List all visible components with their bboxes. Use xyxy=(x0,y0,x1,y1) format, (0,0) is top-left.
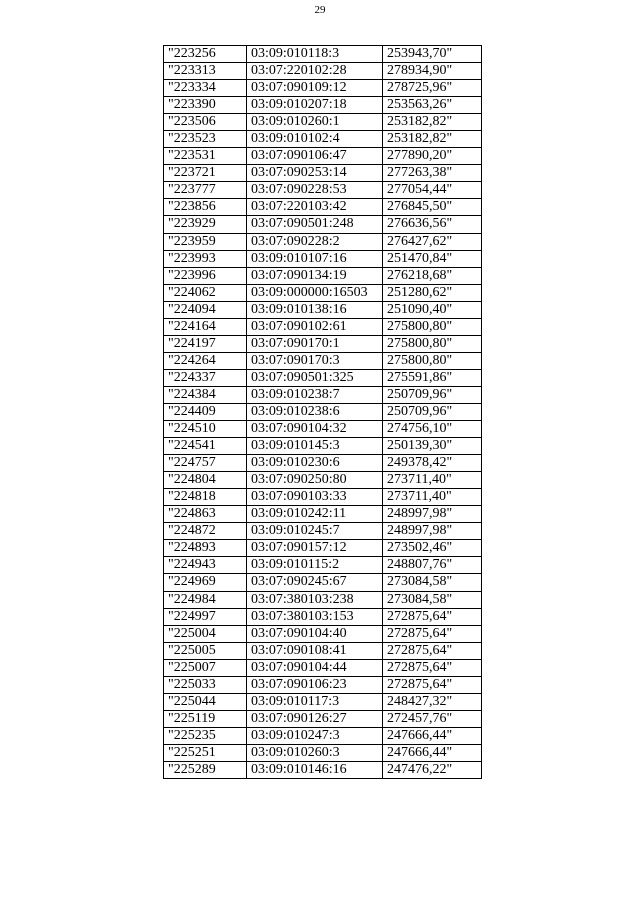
cadastral-number-cell: 03:09:010138:16 xyxy=(247,301,383,318)
record-id-cell: "225033 xyxy=(164,676,247,693)
cadastral-number-cell: 03:09:010117:3 xyxy=(247,693,383,710)
record-id-cell: "223856 xyxy=(164,199,247,216)
record-id-cell: "223256 xyxy=(164,46,247,63)
cadastral-number-cell: 03:09:010207:18 xyxy=(247,97,383,114)
value-cell: 248427,32" xyxy=(383,693,482,710)
value-cell: 272875,64" xyxy=(383,608,482,625)
table-row xyxy=(164,659,482,676)
value-cell: 272457,76" xyxy=(383,710,482,727)
cadastral-number-cell: 03:07:090228:2 xyxy=(247,233,383,250)
value-cell: 277890,20" xyxy=(383,148,482,165)
value-cell: 278725,96" xyxy=(383,80,482,97)
table-row xyxy=(164,233,482,250)
value-cell: 272875,64" xyxy=(383,642,482,659)
cadastral-number-cell: 03:07:090106:23 xyxy=(247,676,383,693)
cadastral-number-cell: 03:07:090228:53 xyxy=(247,182,383,199)
value-cell: 273711,40" xyxy=(383,472,482,489)
record-id-cell: "223996 xyxy=(164,267,247,284)
record-id-cell: "223721 xyxy=(164,165,247,182)
table-row xyxy=(164,557,482,574)
table-row xyxy=(164,727,482,744)
cadastral-number-cell: 03:09:010260:1 xyxy=(247,114,383,131)
value-cell: 248997,98" xyxy=(383,523,482,540)
cadastral-number-cell: 03:07:090134:19 xyxy=(247,267,383,284)
value-cell: 251090,40" xyxy=(383,301,482,318)
value-cell: 249378,42" xyxy=(383,455,482,472)
table-row xyxy=(164,318,482,335)
record-id-cell: "225119 xyxy=(164,710,247,727)
record-id-cell: "224872 xyxy=(164,523,247,540)
table-row xyxy=(164,693,482,710)
cadastral-number-cell: 03:09:010245:7 xyxy=(247,523,383,540)
cadastral-number-cell: 03:07:090104:32 xyxy=(247,421,383,438)
value-cell: 273084,58" xyxy=(383,591,482,608)
value-cell: 253563,26" xyxy=(383,97,482,114)
table-row xyxy=(164,352,482,369)
value-cell: 276427,62" xyxy=(383,233,482,250)
cadastral-number-cell: 03:07:380103:238 xyxy=(247,591,383,608)
value-cell: 250709,96" xyxy=(383,386,482,403)
table-row xyxy=(164,386,482,403)
table-row xyxy=(164,455,482,472)
cadastral-number-cell: 03:07:090108:41 xyxy=(247,642,383,659)
table-row xyxy=(164,199,482,216)
value-cell: 248997,98" xyxy=(383,506,482,523)
cadastral-number-cell: 03:07:380103:153 xyxy=(247,608,383,625)
record-id-cell: "224164 xyxy=(164,318,247,335)
table-row xyxy=(164,182,482,199)
table-row xyxy=(164,625,482,642)
table-row xyxy=(164,97,482,114)
value-cell: 250709,96" xyxy=(383,403,482,420)
table-row xyxy=(164,608,482,625)
cadastral-number-cell: 03:07:090104:40 xyxy=(247,625,383,642)
value-cell: 276218,68" xyxy=(383,267,482,284)
record-id-cell: "224197 xyxy=(164,335,247,352)
table-row xyxy=(164,80,482,97)
cadastral-number-cell: 03:07:090253:14 xyxy=(247,165,383,182)
value-cell: 272875,64" xyxy=(383,625,482,642)
table-row xyxy=(164,46,482,63)
value-cell: 274756,10" xyxy=(383,421,482,438)
table-row xyxy=(164,642,482,659)
record-id-cell: "224541 xyxy=(164,438,247,455)
record-id-cell: "223523 xyxy=(164,131,247,148)
table-row xyxy=(164,148,482,165)
cadastral-number-cell: 03:09:010145:3 xyxy=(247,438,383,455)
value-cell: 276845,50" xyxy=(383,199,482,216)
cadastral-number-cell: 03:09:000000:16503 xyxy=(247,284,383,301)
record-id-cell: "224409 xyxy=(164,403,247,420)
record-id-cell: "224997 xyxy=(164,608,247,625)
cadastral-number-cell: 03:09:010230:6 xyxy=(247,455,383,472)
value-cell: 273711,40" xyxy=(383,489,482,506)
table-row xyxy=(164,165,482,182)
table-row xyxy=(164,761,482,778)
cadastral-number-cell: 03:07:090250:80 xyxy=(247,472,383,489)
record-id-cell: "223959 xyxy=(164,233,247,250)
table-body xyxy=(164,46,482,779)
cadastral-number-cell: 03:09:010238:7 xyxy=(247,386,383,403)
table-row xyxy=(164,540,482,557)
record-id-cell: "224969 xyxy=(164,574,247,591)
cadastral-number-cell: 03:07:090501:248 xyxy=(247,216,383,233)
cadastral-number-cell: 03:09:010260:3 xyxy=(247,744,383,761)
value-cell: 251470,84" xyxy=(383,250,482,267)
value-cell: 275800,80" xyxy=(383,335,482,352)
record-id-cell: "224943 xyxy=(164,557,247,574)
record-id-cell: "224062 xyxy=(164,284,247,301)
value-cell: 247666,44" xyxy=(383,744,482,761)
cadastral-number-cell: 03:07:090106:47 xyxy=(247,148,383,165)
cadastral-number-cell: 03:07:090103:33 xyxy=(247,489,383,506)
table-row xyxy=(164,523,482,540)
table-row xyxy=(164,301,482,318)
value-cell: 253943,70" xyxy=(383,46,482,63)
value-cell: 272875,64" xyxy=(383,659,482,676)
record-id-cell: "224984 xyxy=(164,591,247,608)
table-row xyxy=(164,676,482,693)
value-cell: 253182,82" xyxy=(383,114,482,131)
value-cell: 247476,22" xyxy=(383,761,482,778)
value-cell: 275800,80" xyxy=(383,318,482,335)
cadastral-number-cell: 03:07:090170:1 xyxy=(247,335,383,352)
cadastral-number-cell: 03:07:090157:12 xyxy=(247,540,383,557)
cadastral-number-cell: 03:09:010247:3 xyxy=(247,727,383,744)
table-row xyxy=(164,744,482,761)
record-id-cell: "223531 xyxy=(164,148,247,165)
record-id-cell: "225004 xyxy=(164,625,247,642)
cadastral-number-cell: 03:07:090245:67 xyxy=(247,574,383,591)
cadastral-number-cell: 03:07:220103:42 xyxy=(247,199,383,216)
table-row xyxy=(164,284,482,301)
table-row xyxy=(164,489,482,506)
record-id-cell: "224510 xyxy=(164,421,247,438)
table-row xyxy=(164,472,482,489)
table-row xyxy=(164,369,482,386)
cadastral-number-cell: 03:09:010102:4 xyxy=(247,131,383,148)
cadastral-number-cell: 03:07:090501:325 xyxy=(247,369,383,386)
cadastral-number-cell: 03:09:010118:3 xyxy=(247,46,383,63)
value-cell: 275800,80" xyxy=(383,352,482,369)
table-row xyxy=(164,63,482,80)
record-id-cell: "224818 xyxy=(164,489,247,506)
record-id-cell: "224384 xyxy=(164,386,247,403)
record-id-cell: "224893 xyxy=(164,540,247,557)
record-id-cell: "225005 xyxy=(164,642,247,659)
record-id-cell: "224804 xyxy=(164,472,247,489)
value-cell: 277054,44" xyxy=(383,182,482,199)
record-id-cell: "223506 xyxy=(164,114,247,131)
value-cell: 276636,56" xyxy=(383,216,482,233)
value-cell: 277263,38" xyxy=(383,165,482,182)
record-id-cell: "223313 xyxy=(164,63,247,80)
data-table xyxy=(163,45,482,779)
cadastral-number-cell: 03:07:090102:61 xyxy=(247,318,383,335)
record-id-cell: "224863 xyxy=(164,506,247,523)
value-cell: 253182,82" xyxy=(383,131,482,148)
record-id-cell: "224757 xyxy=(164,455,247,472)
value-cell: 250139,30" xyxy=(383,438,482,455)
table-row xyxy=(164,506,482,523)
table-row xyxy=(164,250,482,267)
table-row xyxy=(164,710,482,727)
record-id-cell: "225235 xyxy=(164,727,247,744)
value-cell: 278934,90" xyxy=(383,63,482,80)
table-row xyxy=(164,574,482,591)
cadastral-number-cell: 03:09:010107:16 xyxy=(247,250,383,267)
table-row xyxy=(164,114,482,131)
value-cell: 248807,76" xyxy=(383,557,482,574)
page-number: 29 xyxy=(314,4,326,16)
value-cell: 275591,86" xyxy=(383,369,482,386)
record-id-cell: "223777 xyxy=(164,182,247,199)
record-id-cell: "225007 xyxy=(164,659,247,676)
table-row xyxy=(164,267,482,284)
value-cell: 247666,44" xyxy=(383,727,482,744)
record-id-cell: "223334 xyxy=(164,80,247,97)
record-id-cell: "225289 xyxy=(164,761,247,778)
cadastral-number-cell: 03:07:090104:44 xyxy=(247,659,383,676)
table-row xyxy=(164,335,482,352)
record-id-cell: "225044 xyxy=(164,693,247,710)
record-id-cell: "223993 xyxy=(164,250,247,267)
cadastral-number-cell: 03:07:220102:28 xyxy=(247,63,383,80)
cadastral-number-cell: 03:09:010115:2 xyxy=(247,557,383,574)
record-id-cell: "224094 xyxy=(164,301,247,318)
value-cell: 273502,46" xyxy=(383,540,482,557)
record-id-cell: "225251 xyxy=(164,744,247,761)
value-cell: 251280,62" xyxy=(383,284,482,301)
table-row xyxy=(164,131,482,148)
value-cell: 273084,58" xyxy=(383,574,482,591)
value-cell: 272875,64" xyxy=(383,676,482,693)
record-id-cell: "224264 xyxy=(164,352,247,369)
table-row xyxy=(164,591,482,608)
table-row xyxy=(164,403,482,420)
cadastral-number-cell: 03:07:090126:27 xyxy=(247,710,383,727)
cadastral-number-cell: 03:09:010242:11 xyxy=(247,506,383,523)
record-id-cell: "223390 xyxy=(164,97,247,114)
table-row xyxy=(164,421,482,438)
record-id-cell: "223929 xyxy=(164,216,247,233)
cadastral-number-cell: 03:07:090109:12 xyxy=(247,80,383,97)
cadastral-number-cell: 03:07:090170:3 xyxy=(247,352,383,369)
record-id-cell: "224337 xyxy=(164,369,247,386)
table-row xyxy=(164,216,482,233)
cadastral-number-cell: 03:09:010146:16 xyxy=(247,761,383,778)
cadastral-number-cell: 03:09:010238:6 xyxy=(247,403,383,420)
table-row xyxy=(164,438,482,455)
